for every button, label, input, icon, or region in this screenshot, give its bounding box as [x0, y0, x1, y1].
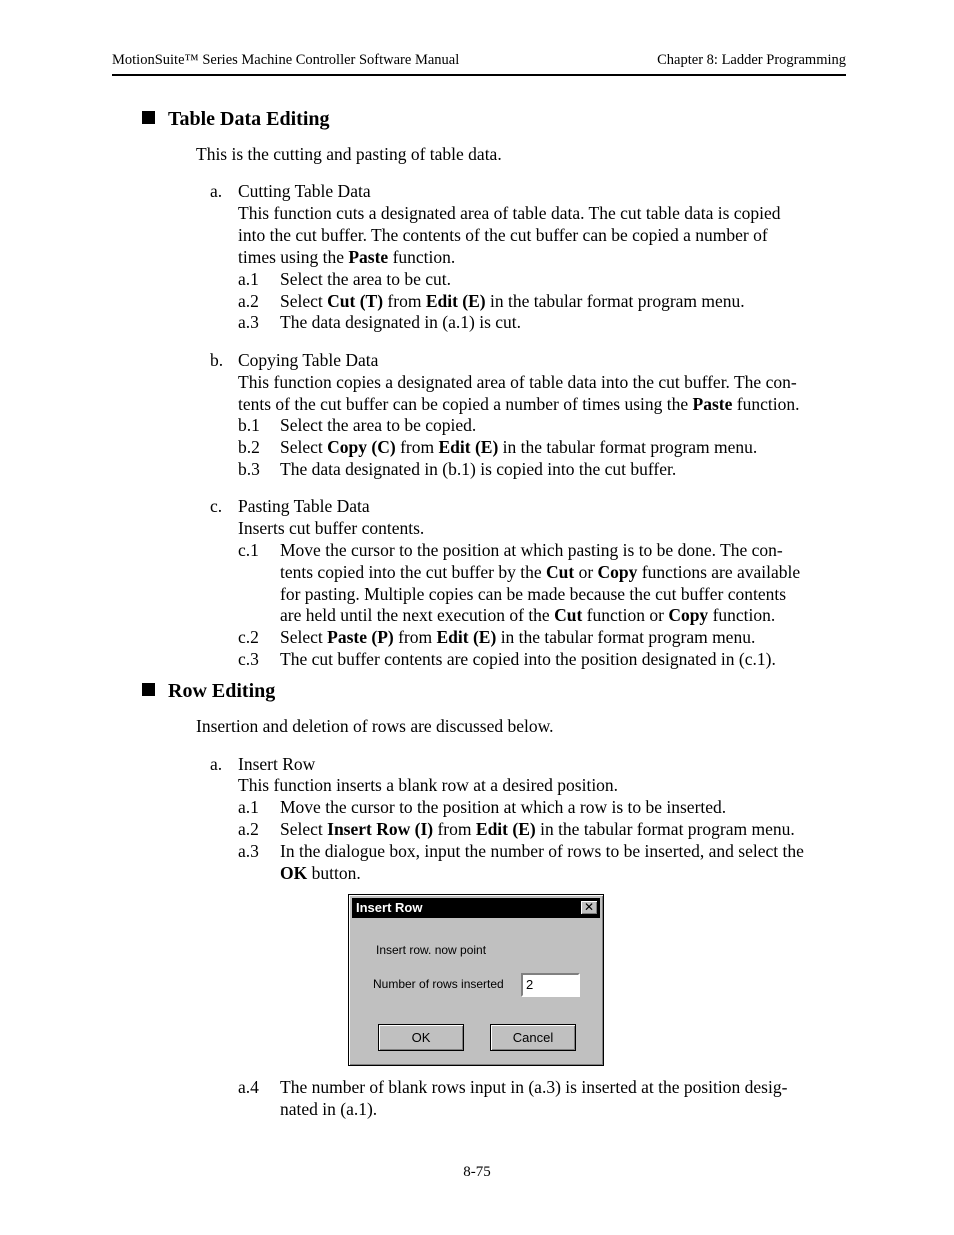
- bullet-square-icon: [142, 683, 155, 696]
- step-number: a.3: [238, 312, 259, 332]
- dialog-title-bar: [352, 898, 600, 918]
- paragraph-line: This function copies a designated area of table data into the cut buffer. The con-: [238, 372, 797, 392]
- step-number: a.2: [238, 291, 259, 311]
- step-number: a.3: [238, 841, 259, 861]
- rows-field-label: Number of rows inserted: [373, 977, 504, 991]
- paragraph-line: This function cuts a designated area of table data. The cut table data is copied: [238, 203, 781, 223]
- paragraph-line: Inserts cut buffer contents.: [238, 518, 425, 538]
- item-label: c.: [210, 496, 223, 516]
- item-label: b.: [210, 350, 224, 370]
- step-text: Select Paste (P) from Edit (E) in the tabular format program menu.: [280, 627, 756, 647]
- step-text: The number of blank rows input in (a.3) is inserted at the position desig-: [280, 1077, 788, 1097]
- step-number: b.1: [238, 415, 260, 435]
- insert-row-dialog: [348, 894, 604, 1066]
- step-number: c.1: [238, 540, 259, 560]
- item-label: a.: [210, 181, 223, 201]
- ok-button[interactable]: OK: [378, 1024, 464, 1051]
- rows-count-input[interactable]: 2: [521, 973, 580, 997]
- step-text: Move the cursor to the position at which a row is to be inserted.: [280, 797, 727, 817]
- step-number: a.1: [238, 269, 259, 289]
- item-title: Pasting Table Data: [238, 496, 370, 516]
- dialog-message: Insert row. now point: [376, 943, 487, 957]
- step-number: c.3: [238, 649, 259, 669]
- paragraph-line: times using the Paste function.: [238, 247, 456, 267]
- step-text: OK button.: [280, 863, 361, 883]
- step-number: b.3: [238, 459, 260, 479]
- page-header: [112, 52, 846, 76]
- step-number: c.2: [238, 627, 259, 647]
- step-number: a.2: [238, 819, 259, 839]
- cancel-button[interactable]: Cancel: [490, 1024, 576, 1051]
- step-text: are held until the next execution of the Cut function or Copy function.: [280, 605, 776, 625]
- close-icon[interactable]: ✕: [580, 900, 598, 915]
- step-text: Select the area to be copied.: [280, 415, 477, 435]
- item-title: Copying Table Data: [238, 350, 379, 370]
- page-number: 8-75: [463, 1164, 491, 1180]
- item-label: a.: [210, 754, 223, 774]
- item-title: Insert Row: [238, 754, 316, 774]
- step-text: Select Insert Row (I) from Edit (E) in the tabular format program menu.: [280, 819, 795, 839]
- chapter-title: Chapter 8: Ladder Programming: [657, 52, 846, 68]
- step-text: Move the cursor to the position at which pasting is to be done. The con-: [280, 540, 783, 560]
- step-number: a.1: [238, 797, 259, 817]
- step-text: for pasting. Multiple copies can be made because the cut buffer contents: [280, 584, 787, 604]
- section-heading-row-editing: Row Editing: [142, 679, 275, 703]
- section-heading-table-data-editing: Table Data Editing: [142, 107, 330, 131]
- step-text: In the dialogue box, input the number of rows to be inserted, and select the: [280, 841, 804, 861]
- step-number: b.2: [238, 437, 260, 457]
- paragraph-line: tents of the cut buffer can be copied a number of times using the Paste function.: [238, 394, 800, 414]
- step-text: The data designated in (b.1) is copied into the cut buffer.: [280, 459, 677, 479]
- step-text: Select Copy (C) from Edit (E) in the tabular format program menu.: [280, 437, 758, 457]
- section-intro: Insertion and deletion of rows are discussed below.: [196, 716, 554, 736]
- paragraph-line: This function inserts a blank row at a desired position.: [238, 775, 619, 795]
- step-text: Select Cut (T) from Edit (E) in the tabular format program menu.: [280, 291, 745, 311]
- item-title: Cutting Table Data: [238, 181, 371, 201]
- step-number: a.4: [238, 1077, 259, 1097]
- paragraph-line: into the cut buffer. The contents of the cut buffer can be copied a number of: [238, 225, 768, 245]
- step-text: Select the area to be cut.: [280, 269, 452, 289]
- manual-title: MotionSuite™ Series Machine Controller Software Manual: [112, 52, 460, 68]
- section-intro: This is the cutting and pasting of table data.: [196, 144, 502, 164]
- bullet-square-icon: [142, 111, 155, 124]
- step-text: The data designated in (a.1) is cut.: [280, 312, 522, 332]
- step-text: The cut buffer contents are copied into the position designated in (c.1).: [280, 649, 776, 669]
- step-text: nated in (a.1).: [280, 1099, 378, 1119]
- step-text: tents copied into the cut buffer by the Cut or Copy functions are available: [280, 562, 801, 582]
- dialog-title: Insert Row: [356, 900, 423, 915]
